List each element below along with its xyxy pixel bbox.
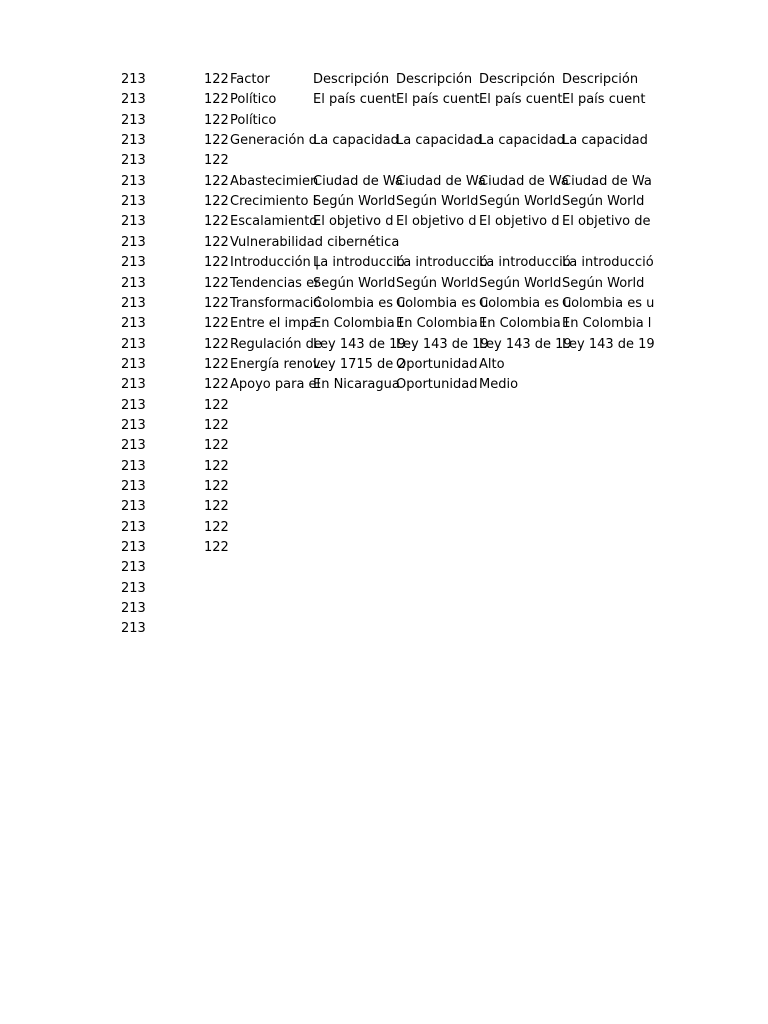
table-cell-f: Según World (479, 275, 562, 291)
table-row (0, 599, 768, 619)
table-row (0, 233, 768, 253)
table-cell-e: Ciudad de Wa (396, 173, 486, 189)
table-row (0, 335, 768, 355)
table-row (0, 314, 768, 334)
table-cell-a: 213 (121, 438, 146, 454)
table-cell-b: 122 (204, 295, 229, 311)
table-cell-b: 122 (204, 133, 229, 149)
table-cell-a: 213 (121, 295, 146, 311)
table-cell-b: 122 (204, 356, 229, 372)
table-cell-b: 122 (204, 417, 229, 433)
table-cell-e: Según World (396, 194, 479, 210)
table-row (0, 497, 768, 517)
table-cell-e: La capacidad (396, 133, 482, 149)
table-cell-e: En Colombia l (396, 316, 486, 332)
table-cell-e: El objetivo d (396, 214, 477, 230)
table-cell-a: 213 (121, 499, 146, 515)
table-cell-g: Ciudad de Wa (562, 173, 652, 189)
table-cell-g: La introducció (562, 255, 654, 271)
table-cell-a: 213 (121, 377, 146, 393)
table-row (0, 416, 768, 436)
table-cell-b: 122 (204, 438, 229, 454)
table-row (0, 355, 768, 375)
table-cell-a: 213 (121, 540, 146, 556)
table-cell-a: 213 (121, 580, 146, 596)
table-cell-d: Ley 1715 de 2 (313, 356, 406, 372)
table-row (0, 436, 768, 456)
table-row (0, 457, 768, 477)
table-cell-g: Según World (562, 194, 645, 210)
table-row (0, 172, 768, 192)
table-cell-a: 213 (121, 356, 146, 372)
table-cell-a: 213 (121, 173, 146, 189)
table-cell-b: 122 (204, 275, 229, 291)
table-cell-c: Tendencias er (230, 275, 320, 291)
table-cell-c: Energía renov (230, 356, 321, 372)
table-cell-e: La introducció (396, 255, 488, 271)
table-cell-b: 122 (204, 519, 229, 535)
table-cell-a: 213 (121, 397, 146, 413)
table-cell-d: La introducció (313, 255, 405, 271)
table-cell-b: 122 (204, 214, 229, 230)
table-cell-b: 122 (204, 458, 229, 474)
table-row (0, 192, 768, 212)
table-cell-c: Transformació (230, 295, 322, 311)
table-row (0, 212, 768, 232)
table-row (0, 619, 768, 639)
table-cell-b: 122 (204, 255, 229, 271)
table-cell-a: 213 (121, 72, 146, 87)
table-cell-d: Ley 143 de 19 (313, 336, 406, 352)
table-cell-e: Descripción (396, 72, 473, 87)
table-cell-b: 122 (204, 112, 229, 128)
table-row (0, 558, 768, 578)
table-cell-d: El objetivo d (313, 214, 394, 230)
table-cell-a: 213 (121, 601, 146, 617)
table-cell-b: 122 (204, 194, 229, 210)
table-cell-b: 122 (204, 479, 229, 494)
table-cell-a: 213 (121, 92, 146, 108)
table-cell-c: Generación d (230, 133, 317, 149)
table-cell-a: 213 (121, 112, 146, 128)
table-cell-d: Ciudad de Wa (313, 173, 403, 189)
table-cell-a: 213 (121, 153, 146, 169)
table-cell-a: 213 (121, 214, 146, 230)
table-cell-g: Ley 143 de 19 (562, 336, 655, 352)
table-cell-f: El objetivo d (479, 214, 560, 230)
table-cell-e: Oportunidad (396, 356, 478, 372)
table-cell-e: El país cuent (396, 92, 480, 108)
table-cell-f: El país cuent (479, 92, 563, 108)
table-cell-b: 122 (204, 540, 229, 556)
table-cell-g: El objetivo de (562, 214, 651, 230)
table-row (0, 90, 768, 110)
table-cell-c: Abastecimien (230, 173, 319, 189)
table-cell-f: Ciudad de Wa (479, 173, 569, 189)
table-cell-d: Descripción (313, 72, 390, 87)
table-cell-a: 213 (121, 275, 146, 291)
table-cell-b: 122 (204, 397, 229, 413)
table-cell-d: Según World (313, 194, 396, 210)
table-cell-a: 213 (121, 234, 146, 250)
table-cell-a: 213 (121, 417, 146, 433)
table-cell-a: 213 (121, 336, 146, 352)
table-cell-g: Descripción (562, 72, 639, 87)
table-cell-f: Según World (479, 194, 562, 210)
table-cell-f: Ley 143 de 19 (479, 336, 572, 352)
table-cell-a: 213 (121, 458, 146, 474)
table-row (0, 111, 768, 131)
table-cell-b: 122 (204, 173, 229, 189)
table-row (0, 151, 768, 171)
table-cell-d: En Nicaragua (313, 377, 400, 393)
table-cell-c: Escalamiento (230, 214, 318, 230)
table-cell-f: Medio (479, 377, 519, 393)
table-row (0, 579, 768, 599)
table-cell-b: 122 (204, 336, 229, 352)
table-cell-b: 122 (204, 377, 229, 393)
table-cell-a: 213 (121, 519, 146, 535)
table-cell-d: Colombia es u (313, 295, 406, 311)
table-cell-b: 122 (204, 153, 229, 169)
table-cell-a: 213 (121, 316, 146, 332)
table-row (0, 375, 768, 395)
table-cell-c: Entre el impa (230, 316, 317, 332)
table-cell-e: Ley 143 de 19 (396, 336, 489, 352)
table-cell-b: 122 (204, 92, 229, 108)
table-row (0, 253, 768, 273)
table-cell-b: 122 (204, 234, 229, 250)
table-cell-a: 213 (121, 479, 146, 494)
table-cell-f: Colombia es u (479, 295, 572, 311)
table-cell-f: En Colombia l (479, 316, 569, 332)
table-cell-d: Según World (313, 275, 396, 291)
table-cell-c: Crecimiento I (230, 194, 317, 210)
table-cell-f: Descripción (479, 72, 556, 87)
table-row (0, 518, 768, 538)
table-cell-g: La capacidad (562, 133, 648, 149)
table-cell-c: Introducción | (230, 255, 320, 271)
table-cell-d: La capacidad (313, 133, 399, 149)
table-cell-b: 122 (204, 316, 229, 332)
table-cell-g: Según World (562, 275, 645, 291)
table-cell-d: El país cuent (313, 92, 397, 108)
table-cell-d: En Colombia l (313, 316, 403, 332)
table-row (0, 477, 768, 497)
table-cell-b: 122 (204, 72, 229, 87)
table-cell-a: 213 (121, 621, 146, 637)
table-cell-f: La capacidad (479, 133, 565, 149)
table-cell-c: Regulación de (230, 336, 322, 352)
table-row (0, 396, 768, 416)
table-cell-c: Político (230, 92, 277, 108)
table-cell-f: Alto (479, 356, 505, 372)
table-cell-a: 213 (121, 560, 146, 576)
table-row (0, 131, 768, 151)
table-cell-e: Según World (396, 275, 479, 291)
table-cell-g: En Colombia l (562, 316, 652, 332)
table-row (0, 538, 768, 558)
table-row (0, 70, 768, 90)
table-cell-c: Factor (230, 72, 270, 87)
table-cell-f: La introducció (479, 255, 571, 271)
table-cell-g: El país cuent (562, 92, 646, 108)
table-cell-g: Colombia es u (562, 295, 655, 311)
table-cell-c: Político (230, 112, 277, 128)
table-cell-a: 213 (121, 133, 146, 149)
table-row (0, 274, 768, 294)
table-cell-c: Vulnerabilidad cibernética (230, 234, 400, 250)
table-cell-b: 122 (204, 499, 229, 515)
table-cell-c: Apoyo para el (230, 377, 321, 393)
table-cell-e: Colombia es u (396, 295, 489, 311)
table-row (0, 294, 768, 314)
table-cell-a: 213 (121, 194, 146, 210)
table-cell-e: Oportunidad (396, 377, 478, 393)
table-cell-a: 213 (121, 255, 146, 271)
